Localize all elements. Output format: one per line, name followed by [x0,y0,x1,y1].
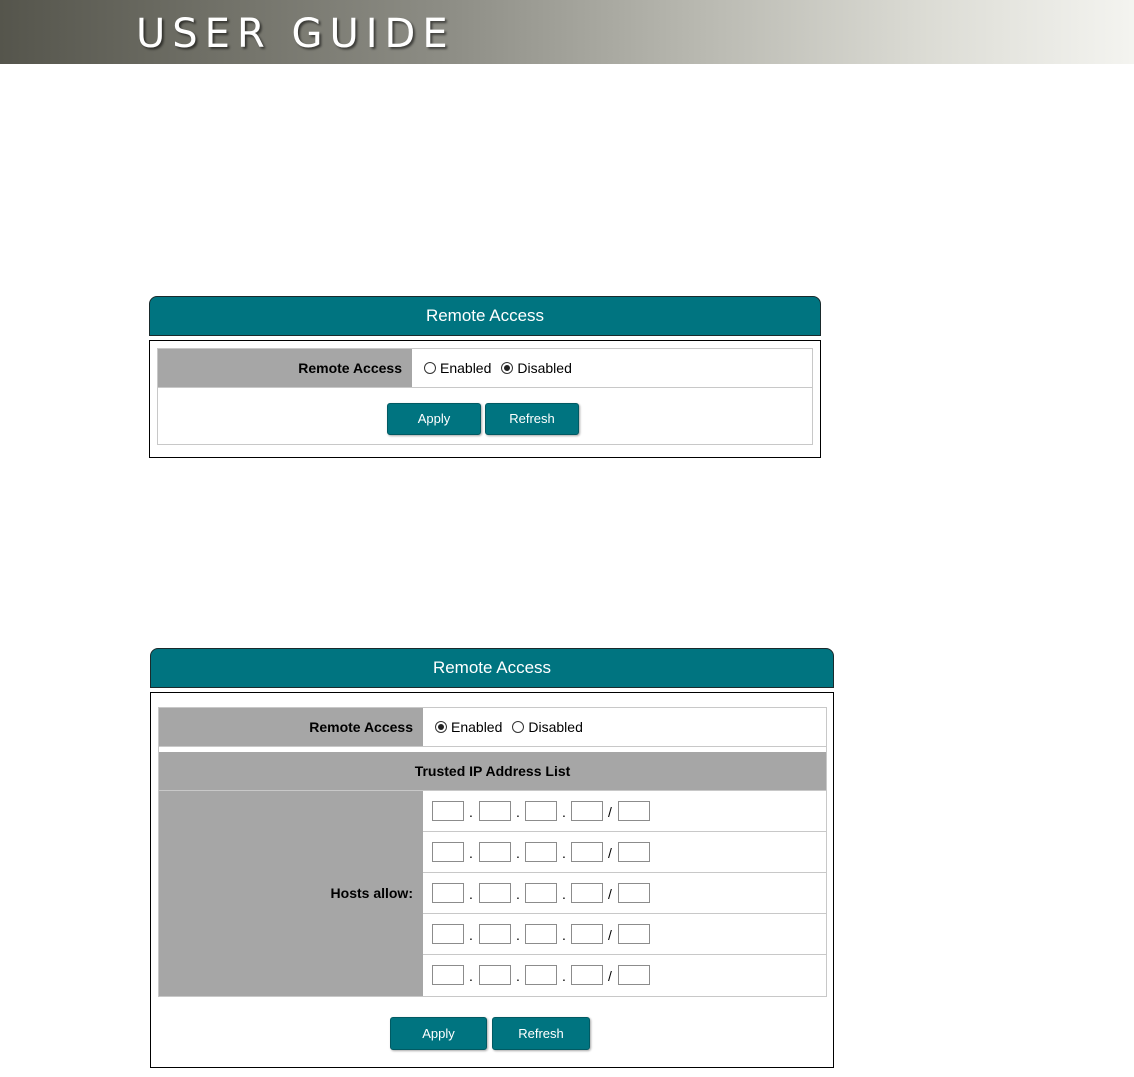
remote-access-row [158,349,812,388]
trusted-ip-header: Trusted IP Address List [159,752,826,791]
ip-octet-input[interactable] [525,924,557,944]
mask-slash-separator: / [608,927,612,943]
ip-dot-separator: . [516,927,520,943]
ip-dot-separator: . [469,845,473,861]
enabled-radio[interactable] [424,360,491,376]
apply-button[interactable]: Apply [387,403,481,435]
ip-octet-input[interactable] [479,883,511,903]
ip-octet-input[interactable] [432,801,464,821]
ip-octet-input[interactable] [525,842,557,862]
ip-dot-separator: . [516,968,520,984]
host-row [423,791,826,832]
ip-octet-input[interactable] [432,842,464,862]
ip-octet-input[interactable] [571,965,603,985]
ip-octet-input[interactable] [479,924,511,944]
ip-dot-separator: . [562,804,566,820]
refresh-button[interactable]: Refresh [492,1017,590,1050]
ip-octet-input[interactable] [525,965,557,985]
subnet-mask-input[interactable] [618,801,650,821]
ip-dot-separator: . [516,804,520,820]
subnet-mask-input[interactable] [618,842,650,862]
ip-dot-separator: . [562,968,566,984]
banner-title: USER GUIDE [136,11,455,57]
remote-access-panel-disabled [149,296,821,458]
ip-octet-input[interactable] [571,883,603,903]
mask-slash-separator: / [608,886,612,902]
mask-slash-separator: / [608,804,612,820]
refresh-button[interactable]: Refresh [485,403,579,435]
disabled-radio-label: Disabled [517,360,572,376]
ip-dot-separator: . [562,845,566,861]
ip-octet-input[interactable] [571,842,603,862]
remote-access-panel-enabled [150,648,834,1068]
ip-octet-input[interactable] [432,965,464,985]
panel-title: Remote Access [149,296,821,336]
ip-dot-separator: . [516,886,520,902]
disabled-radio-button[interactable] [501,362,513,374]
enabled-radio-label: Enabled [440,360,492,376]
subnet-mask-input[interactable] [618,965,650,985]
mask-slash-separator: / [608,845,612,861]
subnet-mask-input[interactable] [618,924,650,944]
ip-dot-separator: . [469,886,473,902]
ip-octet-input[interactable] [479,842,511,862]
user-guide-banner [0,0,1134,64]
ip-dot-separator: . [562,927,566,943]
ip-dot-separator: . [516,845,520,861]
host-row [423,832,826,873]
ip-dot-separator: . [469,927,473,943]
remote-access-options [412,349,812,387]
host-row [423,914,826,955]
remote-access-options [423,708,826,746]
ip-dot-separator: . [562,886,566,902]
disabled-radio[interactable] [512,719,582,735]
disabled-radio-label: Disabled [528,719,583,735]
subnet-mask-input[interactable] [618,883,650,903]
ip-octet-input[interactable] [479,801,511,821]
panel-body [149,340,821,458]
enabled-radio-button[interactable] [435,721,447,733]
ip-dot-separator: . [469,968,473,984]
enabled-radio[interactable] [435,719,502,735]
remote-access-label: Remote Access [159,708,423,746]
enabled-radio-button[interactable] [424,362,436,374]
disabled-radio[interactable] [501,360,571,376]
apply-button[interactable]: Apply [390,1017,487,1050]
panel-title: Remote Access [150,648,834,688]
ip-octet-input[interactable] [432,924,464,944]
enabled-radio-label: Enabled [451,719,503,735]
ip-dot-separator: . [469,804,473,820]
mask-slash-separator: / [608,968,612,984]
remote-access-label: Remote Access [158,349,412,387]
remote-access-row [159,708,826,747]
settings-table [157,348,813,445]
ip-octet-input[interactable] [525,883,557,903]
settings-table [158,707,827,997]
ip-octet-input[interactable] [571,924,603,944]
hosts-allow-label: Hosts allow: [159,791,423,996]
ip-octet-input[interactable] [571,801,603,821]
hosts-allow-section [159,791,826,996]
ip-octet-input[interactable] [479,965,511,985]
ip-octet-input[interactable] [525,801,557,821]
panel-body [150,692,834,1068]
disabled-radio-button[interactable] [512,721,524,733]
host-row [423,873,826,914]
ip-octet-input[interactable] [432,883,464,903]
host-row [423,955,826,996]
hosts-allow-list [423,791,826,996]
